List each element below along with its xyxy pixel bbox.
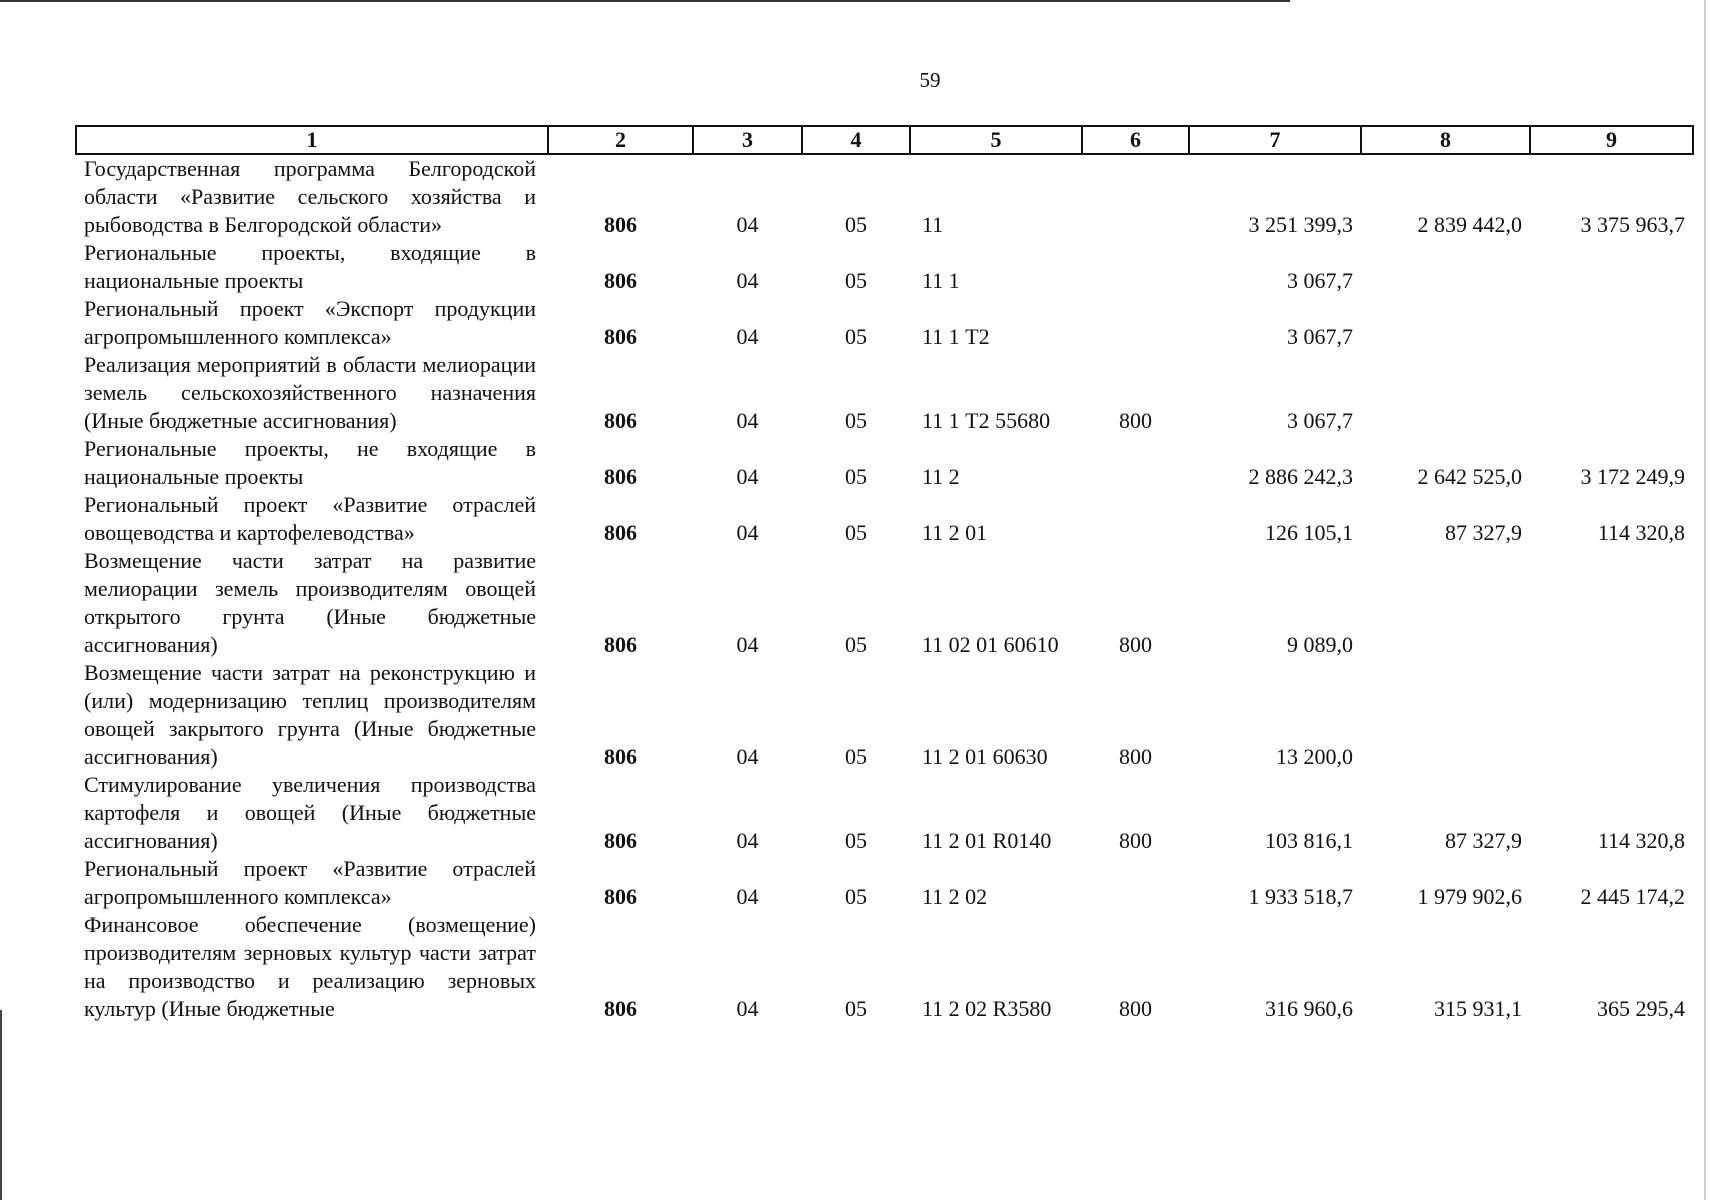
- table-row: [76, 855, 1693, 911]
- row-amount-col7: 13 200,0: [1276, 744, 1353, 769]
- row-subsection: 05: [845, 744, 867, 769]
- row-name: Реализация мероприятий в области мелиорации земель сельскохозяйственного назначения (Иные бюджетные ассигнования): [84, 352, 536, 433]
- row-expense-type: [1082, 491, 1189, 547]
- row-amount-col9: [1530, 239, 1693, 295]
- row-name: Региональные проекты, входящие в национальные проекты: [84, 240, 536, 293]
- row-name: Региональный проект «Развитие отраслей овощеводства и картофелеводства»: [84, 492, 536, 545]
- row-admin-code: 806: [604, 464, 637, 489]
- row-admin-code: 806: [604, 212, 637, 237]
- row-amount-col9: 114 320,8: [1597, 520, 1685, 545]
- scan-border-right: [1704, 0, 1706, 1200]
- row-expense-type: 800: [1119, 632, 1152, 657]
- header-col-6: 6: [1082, 126, 1189, 154]
- row-name: Региональные проекты, не входящие в национальные проекты: [84, 436, 536, 489]
- row-amount-col8: 87 327,9: [1445, 520, 1522, 545]
- row-section: 04: [736, 212, 759, 237]
- row-amount-col9: [1530, 547, 1693, 659]
- row-section: 04: [736, 996, 759, 1021]
- row-amount-col9: [1530, 295, 1693, 351]
- row-amount-col8: 2 642 525,0: [1417, 464, 1522, 489]
- table-row: [76, 239, 1693, 295]
- row-admin-code: 806: [604, 408, 637, 433]
- row-subsection: 05: [845, 996, 867, 1021]
- row-expense-type: 800: [1119, 996, 1152, 1021]
- row-name: Региональный проект «Экспорт продукции агропромышленного комплекса»: [84, 296, 536, 349]
- row-expense-type: [1082, 855, 1189, 911]
- row-amount-col7: 126 105,1: [1265, 520, 1353, 545]
- row-admin-code: 806: [604, 268, 637, 293]
- row-expense-type: [1082, 295, 1189, 351]
- header-col-8: 8: [1361, 126, 1530, 154]
- row-name: Стимулирование увеличения производства картофеля и овощей (Иные бюджетные ассигнования): [84, 772, 536, 853]
- row-section: 04: [736, 828, 759, 853]
- table-row: [76, 154, 1693, 239]
- row-target-article: 11 2: [922, 464, 960, 489]
- row-target-article: 11 1 Т2 55680: [922, 408, 1051, 433]
- row-amount-col9: 114 320,8: [1597, 828, 1685, 853]
- row-name: Финансовое обеспечение (возмещение) производителям зерновых культур части затрат на производство и реализацию зерновых культур (Иные бюджетные: [84, 912, 536, 1021]
- table-row: [76, 295, 1693, 351]
- row-amount-col7: 9 089,0: [1287, 632, 1353, 657]
- row-expense-type: [1082, 239, 1189, 295]
- row-subsection: 05: [845, 884, 867, 909]
- header-col-2: 2: [548, 126, 693, 154]
- table-body: [76, 154, 1693, 1023]
- row-expense-type: 800: [1119, 408, 1152, 433]
- row-amount-col7: 3 251 399,3: [1248, 212, 1353, 237]
- row-subsection: 05: [845, 408, 867, 433]
- row-amount-col8: 2 839 442,0: [1417, 212, 1522, 237]
- row-target-article: 11 2 02 R3580: [922, 996, 1052, 1021]
- row-amount-col7: 316 960,6: [1265, 996, 1353, 1021]
- header-col-7: 7: [1189, 126, 1361, 154]
- row-target-article: 11 2 01 R0140: [922, 828, 1052, 853]
- row-amount-col9: 2 445 174,2: [1580, 884, 1685, 909]
- row-subsection: 05: [845, 324, 867, 349]
- row-amount-col8: [1361, 351, 1530, 435]
- table-header: [76, 126, 1693, 154]
- row-amount-col7: 103 816,1: [1265, 828, 1353, 853]
- table-row: [76, 351, 1693, 435]
- header-col-5: 5: [910, 126, 1082, 154]
- row-target-article: 11 2 01 60630: [922, 744, 1048, 769]
- row-amount-col7: 1 933 518,7: [1248, 884, 1353, 909]
- row-name: Возмещение части затрат на реконструкцию и (или) модернизацию теплиц производителям овощей закрытого грунта (Иные бюджетные ассигнования): [84, 660, 536, 769]
- row-amount-col9: [1530, 659, 1693, 771]
- row-admin-code: 806: [604, 520, 637, 545]
- row-subsection: 05: [845, 212, 867, 237]
- row-subsection: 05: [845, 828, 867, 853]
- row-amount-col8: 1 979 902,6: [1417, 884, 1522, 909]
- row-amount-col9: 3 375 963,7: [1580, 212, 1685, 237]
- row-subsection: 05: [845, 268, 867, 293]
- row-amount-col7: 3 067,7: [1287, 324, 1353, 349]
- table-row: [76, 491, 1693, 547]
- table-row: [76, 547, 1693, 659]
- row-section: 04: [736, 324, 759, 349]
- row-admin-code: 806: [604, 884, 637, 909]
- scan-border-left: [0, 1010, 2, 1200]
- row-amount-col8: [1361, 239, 1530, 295]
- row-target-article: 11 02 01 60610: [922, 632, 1059, 657]
- row-expense-type: 800: [1119, 828, 1152, 853]
- scan-border-top: [0, 0, 1290, 2]
- row-admin-code: 806: [604, 744, 637, 769]
- table-row: [76, 659, 1693, 771]
- row-admin-code: 806: [604, 996, 637, 1021]
- row-target-article: 11 1 Т2: [922, 324, 990, 349]
- row-amount-col8: 315 931,1: [1434, 996, 1522, 1021]
- row-subsection: 05: [845, 464, 867, 489]
- row-target-article: 11 2 02: [922, 884, 988, 909]
- row-amount-col8: [1361, 295, 1530, 351]
- row-expense-type: 800: [1119, 744, 1152, 769]
- row-expense-type: [1082, 154, 1189, 239]
- row-section: 04: [736, 520, 759, 545]
- row-section: 04: [736, 884, 759, 909]
- row-admin-code: 806: [604, 632, 637, 657]
- row-target-article: 11: [922, 212, 944, 237]
- row-expense-type: [1082, 435, 1189, 491]
- row-amount-col7: 3 067,7: [1287, 268, 1353, 293]
- row-amount-col9: 3 172 249,9: [1580, 464, 1685, 489]
- row-name: Региональный проект «Развитие отраслей агропромышленного комплекса»: [84, 856, 536, 909]
- table-row: [76, 771, 1693, 855]
- row-amount-col8: 87 327,9: [1445, 828, 1522, 853]
- row-section: 04: [736, 744, 759, 769]
- table-row: [76, 911, 1693, 1023]
- row-target-article: 11 1: [922, 268, 960, 293]
- table-row: [76, 435, 1693, 491]
- header-col-9: 9: [1530, 126, 1693, 154]
- row-section: 04: [736, 408, 759, 433]
- row-section: 04: [736, 268, 759, 293]
- row-admin-code: 806: [604, 828, 637, 853]
- row-section: 04: [736, 464, 759, 489]
- row-amount-col7: 2 886 242,3: [1248, 464, 1353, 489]
- row-section: 04: [736, 632, 759, 657]
- page-number: 59: [919, 68, 941, 92]
- row-amount-col9: 365 295,4: [1597, 996, 1685, 1021]
- row-amount-col8: [1361, 659, 1530, 771]
- row-admin-code: 806: [604, 324, 637, 349]
- row-subsection: 05: [845, 520, 867, 545]
- row-target-article: 11 2 01: [922, 520, 988, 545]
- row-amount-col7: 3 067,7: [1287, 408, 1353, 433]
- row-amount-col9: [1530, 351, 1693, 435]
- header-col-4: 4: [802, 126, 910, 154]
- budget-table: [75, 125, 1694, 1023]
- header-col-3: 3: [693, 126, 802, 154]
- row-name: Государственная программа Белгородской области «Развитие сельского хозяйства и рыбоводства в Белгородской области»: [84, 156, 536, 237]
- row-subsection: 05: [845, 632, 867, 657]
- header-col-1: 1: [76, 126, 548, 154]
- row-amount-col8: [1361, 547, 1530, 659]
- row-name: Возмещение части затрат на развитие мелиорации земель производителям овощей открытого грунта (Иные бюджетные ассигнования): [84, 548, 536, 657]
